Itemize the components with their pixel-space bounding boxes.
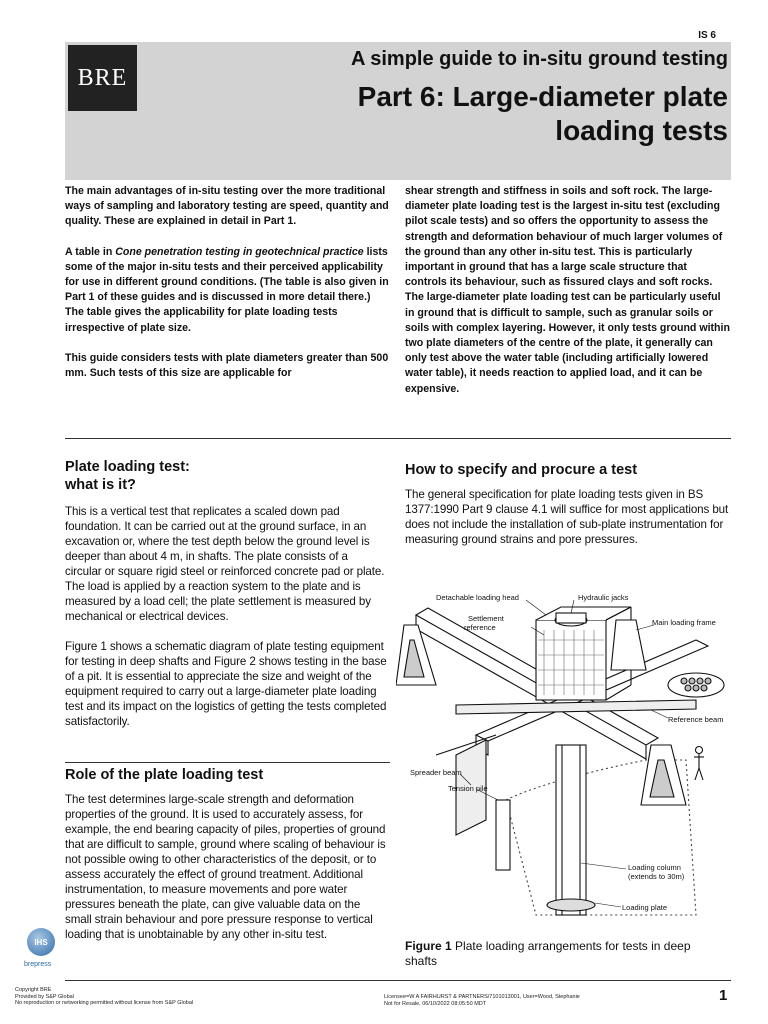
heading-line: what is it? bbox=[65, 477, 136, 493]
figure-1-caption bbox=[405, 939, 725, 969]
left-body-column bbox=[65, 458, 387, 744]
series-title: A simple guide to in-situ ground testing bbox=[350, 48, 728, 70]
figure-label-detachable-head: Detachable loading head bbox=[436, 593, 519, 602]
figure-label-column-extent: (extends to 30m) bbox=[628, 872, 685, 881]
section-divider bbox=[65, 762, 390, 763]
footer-line: Provided by S&P Global bbox=[15, 993, 74, 1000]
section-heading-specify: How to specify and procure a test bbox=[405, 462, 638, 478]
figure-1-illustration bbox=[396, 585, 732, 920]
footer-line: Copyright BRE bbox=[15, 987, 52, 993]
intro-paragraph bbox=[65, 245, 391, 336]
heading-line: Plate loading test: bbox=[65, 459, 190, 475]
footer-line: Not for Resale, 06/10/2022 08:05:50 MDT bbox=[384, 1000, 487, 1007]
intro-text: lists some of the major in-situ tests and their perceived applicability for use in different ground conditions. (The table is also given in Part 1 of these guides and is discussed in more detail there.) The table gives the applicability for plate loading tests irrespective of plate size. bbox=[65, 245, 389, 334]
footer-line: Licensee=W A FAIRHURST & PARTNERS/7101013001, User=Wood, Stephanie bbox=[384, 994, 580, 1000]
brepress-logo: brepress bbox=[24, 961, 52, 968]
figure-label-reference-beam: Reference beam bbox=[668, 715, 724, 724]
page-title-line2: loading tests bbox=[555, 115, 728, 146]
figure-label-settlement: Settlement bbox=[468, 614, 504, 623]
page-number: 1 bbox=[719, 987, 728, 1004]
figure-label-main-frame: Main loading frame bbox=[652, 618, 716, 627]
page-title bbox=[308, 80, 728, 148]
intro-right-column bbox=[405, 184, 731, 412]
figure-caption-text: Plate loading arrangements for tests in deep shafts bbox=[405, 939, 691, 968]
body-paragraph: This is a vertical test that replicates a scaled down pad foundation. It can be carried out at the ground surface, in an excavation or, where the test depth below the ground level is deeper than about 4 m, in shafts. The plate consists of a circular or square rigid steel or reinforced concrete pad or plate. The load is applied by a reaction system to the plate and is measured by a load cell; the plate settlement is measured by mechanical or electrical devices. bbox=[65, 505, 385, 623]
intro-text: A table in bbox=[65, 245, 116, 258]
role-section bbox=[65, 766, 387, 957]
intro-paragraph: The main advantages of in-situ testing over the more traditional ways of sampling and laboratory testing are speed, quantity and quality. These are explained in detail in Part 1. bbox=[65, 185, 389, 228]
intro-publication-title: Cone penetration testing in geotechnical practice bbox=[115, 245, 364, 258]
section-heading-plate-loading-test bbox=[65, 458, 387, 494]
figure-caption-label: Figure 1 bbox=[405, 939, 452, 953]
figure-label-loading-plate: Loading plate bbox=[622, 903, 668, 912]
page-title-line1: Part 6: Large-diameter plate bbox=[357, 81, 728, 112]
bre-logo: BRE bbox=[68, 45, 137, 111]
section-divider bbox=[65, 438, 731, 439]
ihs-logo: IHS bbox=[27, 928, 55, 956]
intro-left-column bbox=[65, 184, 391, 396]
intro-paragraph: shear strength and stiffness in soils and soft rock. The large-diameter plate loading test is the largest in-situ test (excluding pilot scale tests) and so offers the opportunity to assess the strength and deformation behaviour of much larger volumes of the ground than any other in-situ test. This is particularly important in ground that has a large scale structure that controls its behaviour, such as fissured clays and soft rocks. The large-diameter plate loading test can be particularly useful in ground that is difficult to sample, such as granular soils or soils with complex layering. However, it only tests ground within two plate diameters of the centre of the plate, it generally can only test above the water table (including artificially lowered water table), it needs reaction to applied load, and it can be expensive. bbox=[405, 185, 730, 395]
body-paragraph: The general specification for plate loading tests given in BS 1377:1990 Part 9 clause 4.1 will suffice for most applications but does not include the installation of sub-plate instrumentation for measuring ground strains and pore pressures. bbox=[405, 488, 729, 546]
footer-divider bbox=[65, 980, 731, 981]
section-heading-role: Role of the plate loading test bbox=[65, 767, 264, 783]
body-paragraph: Figure 1 shows a schematic diagram of plate testing equipment for testing in deep shafts and Figure 2 shows testing in the base of a pit. It is essential to appreciate the size and weight of the equipment required to carry out a large-diameter plate loading test and its impact on the logistics of getting the tests completed satisfactorily. bbox=[65, 640, 387, 728]
footer-line: No reproduction or networking permitted without license from S&P Global bbox=[15, 1000, 194, 1006]
figure-label-reference: reference bbox=[464, 623, 496, 632]
body-paragraph: The test determines large-scale strength and deformation properties of the ground. It is used to accurately assess, for example, the end bearing capacity of piles, properties of ground that are difficult to sample, ground where scaling of behaviour is not possible owing to other characteristics of the deposit, or to assess accurately the effect of ground treatment. Additional instrumentation, to measure movements and pore water pressures beneath the plate, can give valuable data on the small strain behaviour and pore pressure response to vertical loading that is unobtainable by any other in-situ test. bbox=[65, 793, 386, 941]
footer-copyright bbox=[15, 987, 193, 1007]
specify-section bbox=[405, 461, 731, 562]
figure-label-tension-pile: Tension pile bbox=[448, 784, 488, 793]
figure-label-loading-column: Loading column bbox=[628, 863, 681, 872]
figure-label-hydraulic-jacks: Hydraulic jacks bbox=[578, 593, 629, 602]
footer-license bbox=[384, 994, 580, 1007]
intro-paragraph: This guide considers tests with plate diameters greater than 500 mm. Such tests of this size are applicable for bbox=[65, 351, 389, 380]
figure-label-spreader-beam: Spreader beam bbox=[410, 768, 462, 777]
document-code: IS 6 bbox=[698, 30, 716, 41]
